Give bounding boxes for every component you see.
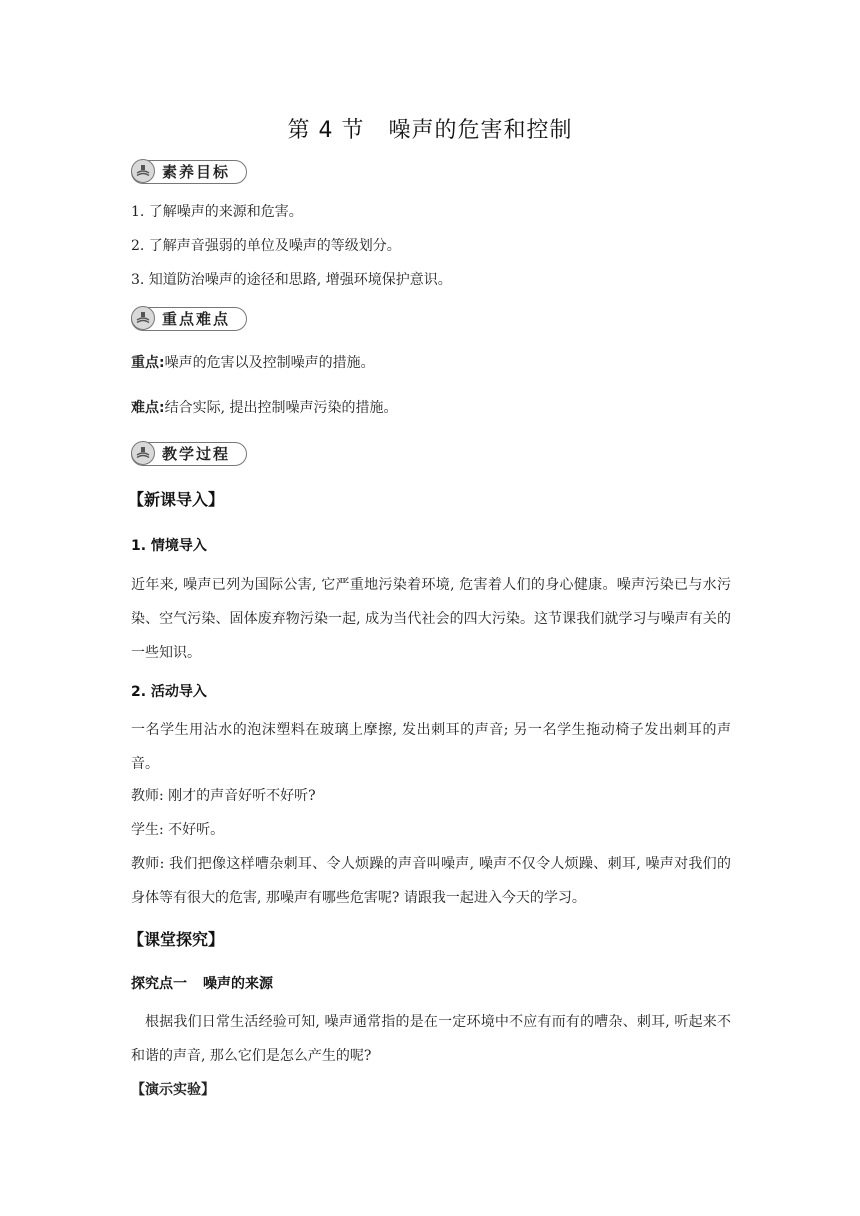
intro-heading: 【新课导入】: [128, 490, 225, 509]
page-title: [0, 113, 860, 144]
explore-heading: 【课堂探究】: [128, 930, 225, 949]
goal-item-3: 3. 知道防治噪声的途径和思路, 增强环境保护意识。: [131, 272, 452, 288]
goal-item-1: 1. 了解噪声的来源和危害。: [131, 204, 303, 220]
key-point: [131, 353, 375, 373]
difficult-point-text: 结合实际, 提出控制噪声污染的措施。: [164, 400, 398, 416]
dialog-student: 学生: 不好听。: [131, 822, 225, 838]
section-title: 噪声的危害和控制: [388, 118, 573, 143]
goals-badge-label: 素养目标: [162, 163, 231, 181]
intro-sub2: 2. 活动导入: [131, 684, 207, 700]
goal-item-2: 2. 了解声音强弱的单位及噪声的等级划分。: [131, 238, 401, 254]
book-icon: [131, 159, 155, 183]
explore-point: [131, 974, 273, 994]
demo-heading: 【演示实验】: [131, 1082, 215, 1098]
explore-para: 根据我们日常生活经验可知, 噪声通常指的是在一定环境中不应有而有的嘈杂、刺耳, 听起来不和谐的声音, 那么它们是怎么产生的呢?: [131, 1014, 731, 1064]
explore-point-label: 探究点一: [131, 976, 187, 992]
intro-para1: 近年来, 噪声已列为国际公害, 它严重地污染着环境, 危害着人们的身心健康。噪声污染已与水污染、空气污染、固体废弃物污染一起, 成为当代社会的四大污染。这节课我们就学习与噪声有关的一些知识。: [131, 577, 731, 661]
key-point-text: 噪声的危害以及控制噪声的措施。: [164, 355, 375, 371]
book-icon: [131, 441, 155, 465]
process-badge: [131, 442, 247, 466]
section-number: 第 4 节: [287, 118, 365, 143]
difficult-point: [131, 398, 398, 418]
key-point-label: 重点:: [131, 355, 165, 371]
intro-para2: 一名学生用沾水的泡沫塑料在玻璃上摩擦, 发出刺耳的声音; 另一名学生拖动椅子发出刺耳的声音。: [131, 722, 731, 772]
focus-badge: [131, 307, 247, 331]
dialog-teacher: 教师: 刚才的声音好听不好听?: [131, 788, 316, 804]
explore-point-title: 噪声的来源: [203, 976, 273, 992]
intro-sub1: 1. 情境导入: [131, 538, 207, 554]
difficult-point-label: 难点:: [131, 400, 165, 416]
intro-para3: 教师: 我们把像这样嘈杂刺耳、令人烦躁的声音叫噪声, 噪声不仅令人烦躁、刺耳, 噪声对我们的身体等有很大的危害, 那噪声有哪些危害呢? 请跟我一起进入今天的学习。: [131, 856, 731, 906]
book-icon: [131, 306, 155, 330]
focus-badge-label: 重点难点: [162, 310, 231, 328]
goals-badge: [131, 160, 247, 184]
process-badge-label: 教学过程: [162, 445, 231, 463]
